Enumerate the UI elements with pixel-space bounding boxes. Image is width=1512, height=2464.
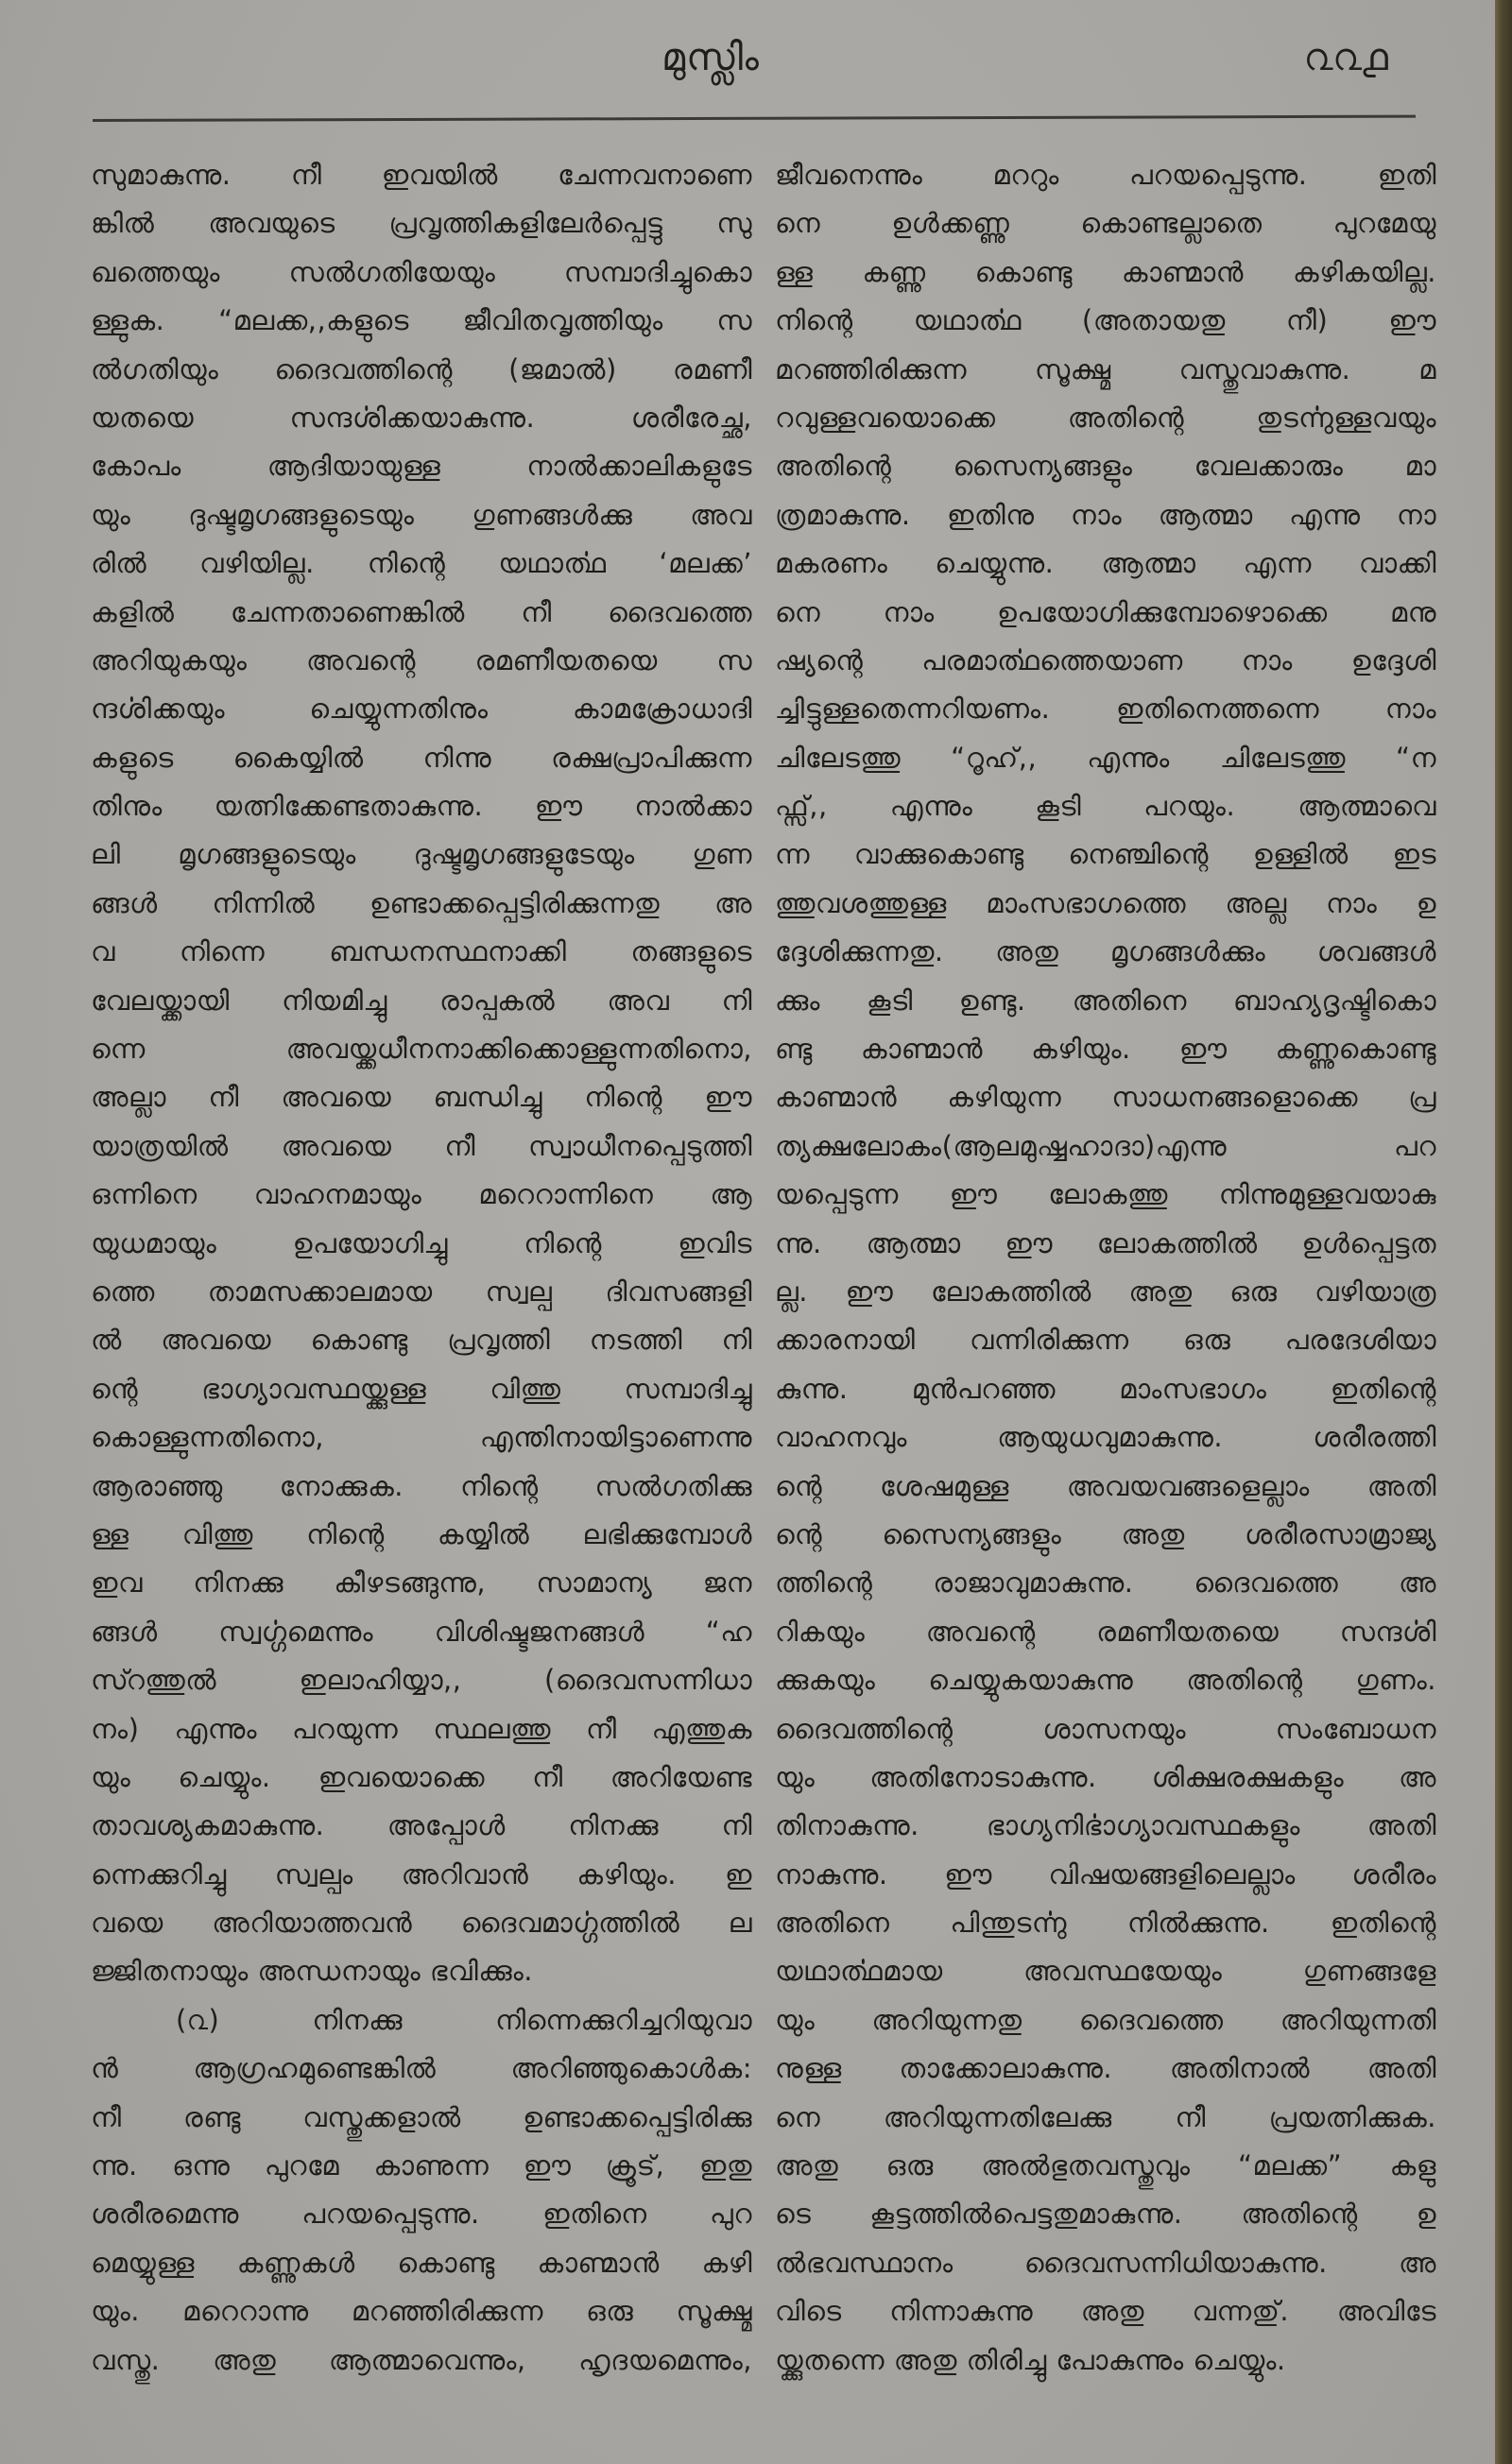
text-line: ത്തെ താമസക്കാലമായ സ്വല്പ ദിവസങ്ങളി [91, 1275, 752, 1308]
text-line: നെ ഉൾക്കണ്ണു കൊണ്ടല്ലാതെ പുറമേയു [775, 207, 1436, 240]
text-line: ചിലേടത്തു “റൂഹ്,, എന്നും ചിലേടത്തു “ന [775, 741, 1436, 774]
text-line: യതയെ സന്ദൎശിക്കയാകുന്നു. ശരീരേച്ഛ, [91, 401, 752, 434]
text-line: ച്ചിട്ടുള്ളതെന്നറിയണം. ഇതിനെത്തന്നെ നാം [775, 693, 1436, 726]
text-line: ന്നു. ഒന്നു പുറമേ കാണുന്ന ഈ ക്രൂട്, ഇതു [91, 2149, 752, 2182]
text-line: അറിയുകയും അവന്റെ രമണീയതയെ സ [91, 643, 752, 676]
page-number: ൨൨൧ [1304, 36, 1388, 79]
text-line: ദ്ദേശിക്കുന്നതു. അതു മൃഗങ്ങൾക്കും ശവങ്ങൾ [775, 935, 1436, 968]
text-line: നെ അറിയുന്നതിലേക്കു നീ പ്രയത്നിക്കുക. [775, 2100, 1436, 2133]
text-line: അതു ഒരു അൽഭുതവസ്തുവും “മലക്ക” കളു [775, 2149, 1436, 2182]
right-column [775, 151, 1436, 2385]
text-line: യും ചെയ്യും. ഇവയൊക്കെ നീ അറിയേണ്ട [91, 1760, 752, 1793]
text-line: (൨) നിനക്കു നിന്നെക്കുറിച്ചറിയുവാ [176, 2003, 752, 2036]
text-line: വാഹനവും ആയുധവുമാകുന്നു. ശരീരത്തി [775, 1421, 1436, 1454]
text-line: യും ദുഷ്ടമൃഗങ്ങളുടെയും ഗുണങ്ങൾക്കു അവ [91, 498, 752, 531]
text-line: മെയ്യുള്ള കണ്ണുകൾ കൊണ്ടു കാണ്മാൻ കഴി [91, 2246, 752, 2279]
text-line: ഒന്നിനെ വാഹനമായും മറെറാന്നിനെ ആ [91, 1178, 752, 1211]
text-line: ന്നെക്കുറിച്ചു സ്വല്പം അറിവാൻ കഴിയും. ഇ [91, 1857, 752, 1891]
text-line: ഖത്തെയും സൽഗതിയേയും സമ്പാദിച്ചുകൊ [91, 255, 752, 288]
text-line: ന്ദൎശിക്കയും ചെയ്യുന്നതിനും കാമക്രോധാദി [91, 693, 752, 726]
text-line: നീ രണ്ടു വസ്തുക്കളാൽ ഉണ്ടാക്കപ്പെട്ടിരിക്കു [91, 2100, 752, 2133]
text-line: ന്റെ ഭാഗ്യാവസ്ഥയ്ക്കുള്ള വിത്തു സമ്പാദിച്ചു [91, 1372, 752, 1405]
text-line: ഫ്സ്,, എന്നും കൂടി പറയും. ആത്മാവെ [775, 790, 1436, 823]
text-line: തിനാകുന്നു. ഭാഗ്യനിൎഭാഗ്യാവസ്ഥകളും അതി [775, 1809, 1436, 1842]
text-line: നിന്റെ യഥാൎത്ഥ (അതായതു നീ) ഈ [775, 304, 1436, 337]
text-line: ന്ന വാക്കുകൊണ്ടു നെഞ്ചിന്റെ ഉള്ളിൽ ഇട [775, 838, 1436, 871]
text-line: കളിൽ ചേന്നതാണെങ്കിൽ നീ ദൈവത്തെ [91, 595, 752, 628]
text-line: ല്ല. ഈ ലോകത്തിൽ അതു ഒരു വഴിയാത്ര [775, 1275, 1436, 1308]
text-line: ഷ്യന്റെ പരമാൎത്ഥത്തെയാണ നാം ഉദ്ദേശി [775, 643, 1436, 676]
text-line: ത്തിന്റെ രാജാവുമാകുന്നു. ദൈവത്തെ അ [775, 1566, 1436, 1600]
text-line: കളുടെ കൈയ്യിൽ നിന്നു രക്ഷപ്രാപിക്കുന്ന [91, 741, 752, 774]
text-line: ത്യക്ഷലോകം(ആലമുഷ്ഷഹാദാ)എന്നു പറ [775, 1129, 1436, 1162]
text-line: സ്റത്തുൽ ഇലാഹിയ്യാ,, (ദൈവസന്നിധാ [91, 1664, 752, 1697]
text-line: തിനും യത്നിക്കേണ്ടതാകുന്നു. ഈ നാൽക്കാ [91, 790, 752, 823]
text-line: നുള്ള താക്കോലാകുന്നു. അതിനാൽ അതി [775, 2052, 1436, 2085]
text-line: നെ നാം ഉപയോഗിക്കുമ്പോഴൊക്കെ മനു [775, 595, 1436, 628]
text-line: ൽഭവസ്ഥാനം ദൈവസന്നിധിയാകുന്നു. അ [775, 2246, 1436, 2279]
text-line: വയെ അറിയാത്തവൻ ദൈവമാൎഗ്ഗത്തിൽ ല [91, 1907, 752, 1940]
text-line: അതിനെ പിന്തുടൎന്നു നിൽക്കുന്നു. ഇതിന്റെ [775, 1907, 1436, 1940]
text-line: വേലയ്ക്കായി നിയമിച്ചു രാപ്പകൽ അവ നി [91, 984, 752, 1017]
text-line: വിടെ നിന്നാകുന്നു അതു വന്നതു്. അവിടേ [775, 2295, 1436, 2328]
text-line: ള്ള കണ്ണു കൊണ്ടു കാണ്മാൻ കഴികയില്ല. [775, 255, 1436, 288]
text-line: യുധമായും ഉപയോഗിച്ചു നിന്റെ ഇവിട [91, 1226, 752, 1259]
text-line: ള്ള വിത്തു നിന്റെ കയ്യിൽ ലഭിക്കുമ്പോൾ [91, 1517, 752, 1550]
text-line: നം) എന്നും പറയുന്ന സ്ഥലത്തു നീ എത്തുക [91, 1712, 752, 1745]
text-line: ലി മൃഗങ്ങളുടെയും ദുഷ്ടമൃഗങ്ങളുടേയും ഗുണ [91, 838, 752, 871]
left-column [91, 151, 752, 2385]
text-line: യും അതിനോടാകുന്നു. ശിക്ഷരക്ഷകളും അ [775, 1760, 1436, 1793]
text-line: ങ്ങൾ സ്വൎഗ്ഗമെന്നും വിശിഷ്ടജനങ്ങൾ “ഹ [91, 1615, 752, 1648]
text-line: വസ്തു. അതു ആത്മാവെന്നും, ഹൃദയമെന്നും, [91, 2343, 752, 2376]
book-edge [1495, 0, 1512, 2464]
text-line: അല്ലാ നീ അവയെ ബന്ധിച്ചു നിന്റെ ഈ [91, 1081, 752, 1114]
text-line: ത്തുവശത്തുള്ള മാംസഭാഗത്തെ അല്ല നാം ഉ [775, 886, 1436, 919]
text-line: ക്കാരനായി വന്നിരിക്കുന്ന ഒരു പരദേശിയാ [775, 1324, 1436, 1357]
text-line: ആരാഞ്ഞു നോക്കുക. നിന്റെ സൽഗതിക്കു [91, 1469, 752, 1502]
text-line: രിൽ വഴിയില്ല. നിന്റെ യഥാൎത്ഥ ‘മലക്ക’ [91, 547, 752, 580]
text-line: സുമാകുന്നു. നീ ഇവയിൽ ചേന്നവനാണെ [91, 159, 752, 191]
text-line: ത്രമാകുന്നു. ഇതിനു നാം ആത്മാ എന്നു നാ [775, 498, 1436, 531]
text-line: ടെ കൂട്ടത്തിൽപെട്ടതുമാകുന്നു. അതിന്റെ ഉ [775, 2198, 1436, 2231]
text-line: കുന്നു. മുൻപറഞ്ഞ മാംസഭാഗം ഇതിന്റെ [775, 1372, 1436, 1405]
running-head [0, 36, 1495, 93]
header-rule [93, 115, 1416, 122]
text-line: ശരീരമെന്നു പറയപ്പെടുന്നു. ഇതിനെ പുറ [91, 2198, 752, 2231]
text-line: ജീവനെന്നും മററും പറയപ്പെടുന്നു. ഇതി [775, 159, 1436, 191]
text-line: വ നിന്നെ ബന്ധനസ്ഥനാക്കി തങ്ങളുടെ [91, 935, 752, 968]
text-line: ന്നെ അവയ്ക്കധീനനാക്കിക്കൊള്ളുന്നതിനൊ, [91, 1033, 752, 1066]
text-line: യും അറിയുന്നതു ദൈവത്തെ അറിയുന്നതി [775, 2003, 1436, 2036]
running-title: മുസ്ലിം [662, 36, 760, 79]
text-line: ങ്ങൾ നിന്നിൽ ഉണ്ടാക്കപ്പെട്ടിരിക്കുന്നതു അ [91, 886, 752, 919]
text-line: താവശ്യകമാകുന്നു. അപ്പോൾ നിനക്കു നി [91, 1809, 752, 1842]
text-line: ദൈവത്തിന്റെ ശാസനയും സംബോധന [775, 1712, 1436, 1745]
text-line: യ്ക്കുതന്നെ അതു തിരിച്ചു പോകുന്നും ചെയ്യും. [775, 2343, 1286, 2376]
text-line: ന്റെ ശേഷമുള്ള അവയവങ്ങളെല്ലാം അതി [775, 1469, 1436, 1502]
text-line: ഇവ നിനക്കു കീഴടങ്ങുന്നു, സാമാന്യ ജന [91, 1566, 752, 1600]
text-line: ൽ അവയെ കൊണ്ടു പ്രവൃത്തി നടത്തി നി [91, 1324, 752, 1357]
text-line: മകരണം ചെയ്യുന്നു. ആത്മാ എന്ന വാക്കി [775, 547, 1436, 580]
text-line: കൊള്ളുന്നതിനൊ, എന്തിനായിട്ടാണെന്നു [91, 1421, 752, 1454]
text-line: ണ്ടു കാണ്മാൻ കഴിയും. ഈ കണ്ണുകൊണ്ടു [775, 1033, 1436, 1066]
text-line: ൽഗതിയും ദൈവത്തിന്റെ (ജമാൽ) രമണീ [91, 352, 752, 385]
text-line: യാത്രയിൽ അവയെ നീ സ്വാധീനപ്പെടുത്തി [91, 1129, 752, 1162]
text-line: ൻ ആഗ്രഹമുണ്ടെങ്കിൽ അറിഞ്ഞുകൊൾക: [91, 2052, 752, 2085]
text-line: ജ്ജിതനായും അന്ധനായും ഭവിക്കും. [91, 1955, 534, 1988]
text-line: മറഞ്ഞിരിക്കുന്ന സൂക്ഷ്മ വസ്തുവാകുന്നു. മ [775, 352, 1436, 385]
text-line: അതിന്റെ സൈന്യങ്ങളും വേലക്കാരും മാ [775, 450, 1436, 483]
text-line: ക്കും കൂടി ഉണ്ടു. അതിനെ ബാഹ്യദൃഷ്ടികൊ [775, 984, 1436, 1017]
text-line: യപ്പെടുന്ന ഈ ലോകത്തു നിന്നുമുള്ളവയാകു [775, 1178, 1436, 1211]
text-line: കോപം ആദിയായുള്ള നാൽക്കാലികളുടേ [91, 450, 752, 483]
text-line: റികയും അവന്റെ രമണീയതയെ സന്ദൎശി [775, 1615, 1436, 1648]
text-line: നാകുന്നു. ഈ വിഷയങ്ങളിലെല്ലാം ശരീരം [775, 1857, 1436, 1891]
text-line: ങ്കിൽ അവയുടെ പ്രവൃത്തികളിലേർപ്പെട്ടു സു [91, 207, 752, 240]
text-line: ക്കുകയും ചെയ്യുകയാകുന്നു അതിന്റെ ഗുണം. [775, 1664, 1436, 1697]
text-line: യഥാൎത്ഥമായ അവസ്ഥയേയും ഗുണങ്ങളേ [775, 1955, 1436, 1988]
text-line: യും. മറെറാന്നു മറഞ്ഞിരിക്കുന്ന ഒരു സൂക്ഷ്മ [91, 2295, 752, 2328]
text-line: റവുള്ളവയൊക്കെ അതിന്റെ തുടൎന്നുള്ളവയും [775, 401, 1436, 434]
text-line: ന്റെ സൈന്യങ്ങളും അതു ശരീരസാമ്രാജ്യ [775, 1517, 1436, 1550]
text-line: കാണ്മാൻ കഴിയുന്ന സാധനങ്ങളൊക്കെ പ്ര [775, 1081, 1436, 1114]
text-line: ന്നു. ആത്മാ ഈ ലോകത്തിൽ ഉൾപ്പെട്ടത [775, 1226, 1436, 1259]
text-line: ള്ളുക. “മലക്ക,,കളുടെ ജീവിതവൃത്തിയും സ [91, 304, 752, 337]
